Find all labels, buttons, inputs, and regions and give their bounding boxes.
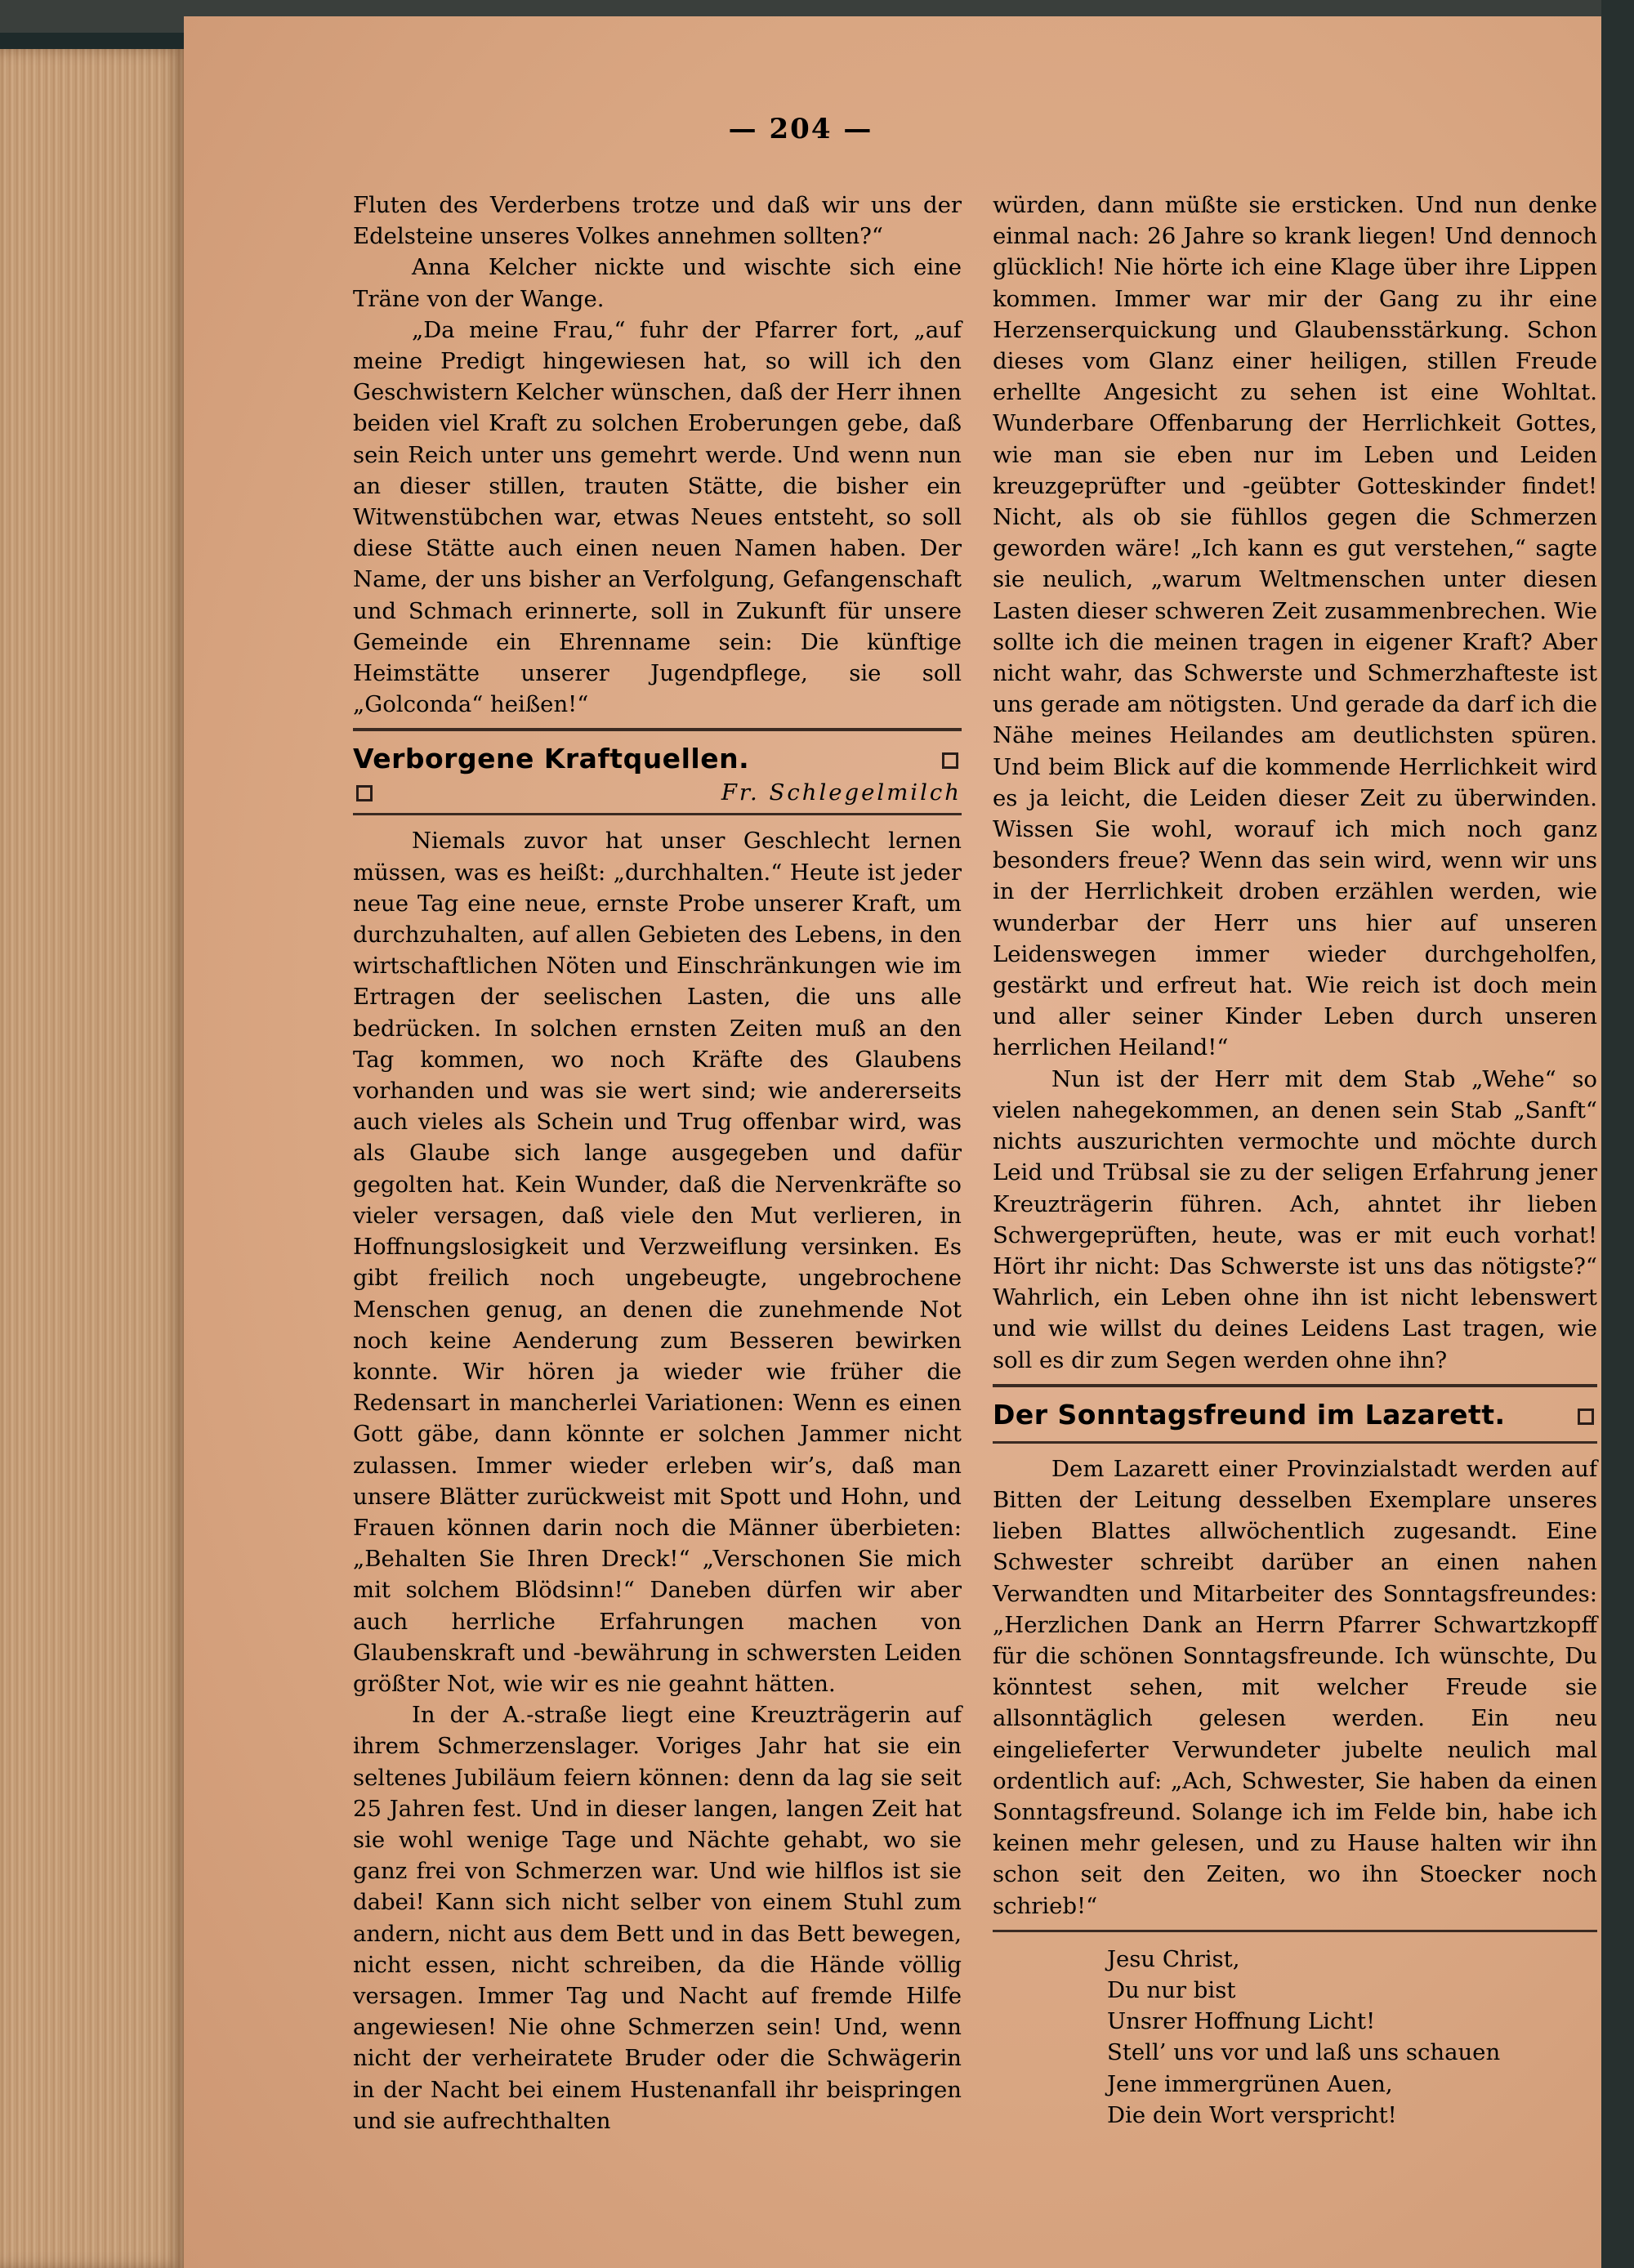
poem-line: Jesu Christ, — [1107, 1945, 1240, 1972]
book-page-edges — [0, 49, 184, 2268]
intro-paragraph: „Da meine Frau,“ fuhr der Pfarrer fort, „auf meine Predigt hingewiesen hat, so will ich den Geschwistern Kelcher wünschen, daß der Herr ihnen beiden viel Kraft zu solchen Eroberungen gebe, daß sein Reich unter uns gemehrt werde. Und wenn nun an dieser stillen, trauten Stätte, die bisher ein Witwenstübchen war, etwas Neues entsteht, so soll diese Stätte auch einen neuen Namen haben. Der Name, der uns bisher an Verfolgung, Gefangenschaft und Schmach erinnerte, soll in Zukunft für unsere Gemeinde ein Ehrenname sein: Die künftige Heimstätte unserer Jugendpflege, sie soll „Golconda“ heißen!“ — [353, 316, 962, 718]
article-paragraph: Niemals zuvor hat unser Geschlecht lernen müssen, was es heißt: „durchhalten.“ Heute ist jeder neue Tag eine neue, ernste Probe unserer Kraft, um durchzuhalten, auf allen Gebieten des Lebens, in den wirtschaftlichen Nöten und Einschränkungen wie im Ertragen der seelischen Lasten, die uns alle bedrücken. In solchen ernsten Zeiten muß an den Tag kommen, wo noch Kräfte des Glaubens vorhanden und was sie wert sind; wie andererseits auch vieles als Schein und Trug offenbar wird, was als Glaube sich lange ausgegeben und dafür gegolten hat. Kein Wunder, daß die Nervenkräfte so vieler versagen, daß viele den Mut verlieren, in Hoffnungslosigkeit und Verzweiflung versinken. Es gibt freilich noch ungebeugte, ungebrochene Menschen genug, an denen die zunehmende Not noch keine Aenderung zum Besseren bewirken konnte. Wir hören ja wieder wie früher die Redensart in mancherlei Variationen: Wenn es einen Gott gäbe, dann könnte er solchen Jammer nicht zulassen. Immer wieder erleben wir’s, daß man unsere Blätter zurückweist mit Spott und Hohn, und Frauen können darin noch die Männer überbieten: „Behalten Sie Ihren Dreck!“ „Verschonen Sie mich mit solchem Blödsinn!“ Daneben dürfen wir aber auch herrliche Erfahrungen machen von Glaubenskraft und -bewährung in schwersten Leiden größter Not, wie wir es nie geahnt hätten. — [353, 828, 962, 1697]
article-title — [993, 1397, 1597, 1433]
section-divider — [993, 1930, 1597, 1932]
article-title-text: Der Sonntagsfreund im Lazarett. — [993, 1398, 1506, 1431]
ornament-square-icon — [1578, 1409, 1594, 1425]
article-title — [353, 741, 962, 777]
ornament-square-icon — [942, 752, 958, 769]
continuation-paragraph: Nun ist der Herr mit dem Stab „Wehe“ so vielen nahegekommen, an denen sein Stab „Sanft“ nichts auszurichten vermochte und möchte durch Leid und Trübsal sie zu der seligen Erfahrung jener Kreuzträgerin führen. Ach, ahntet ihr lieben Schwergeprüften, heute, was er mit euch vorhat! Hört ihr nicht: Das Schwerste ist uns das nötigste?“ Wahrlich, ein Leben ohne ihn ist nicht lebenswert und wie willst du deines Leidens Last tragen, wie soll es dir zum Segen werden ohne ihn? — [993, 1065, 1597, 1373]
continuation-paragraph: würden, dann müßte sie ersticken. Und nun denke einmal nach: 26 Jahre so krank liegen! Und dennoch glücklich! Nie hörte ich eine Klage über ihre Lippen kommen. Immer war mir der Gang zu ihr eine Herzenserquickung und Glaubensstärkung. Schon dieses vom Glanz einer heiligen, stillen Freude erhellte Angesicht zu sehen ist eine Wohltat. Wunderbare Offenbarung der Herrlichkeit Gottes, wie man sie eben nur im Leben und Leiden kreuzgeprüfter und -geübter Gotteskinder findet! Nicht, als ob sie fühllos gegen die Schmerzen geworden wäre! „Ich kann es gut verstehen,“ sagte sie neulich, „warum Weltmenschen unter diesen Lasten dieser schweren Zeit zusammenbrechen. Wie sollte ich die meinen tragen in eigener Kraft? Aber nicht wahr, das Schwerste und Schmerzhafteste ist uns gerade am nötigsten. Und gerade da darf ich die Nähe meines Heilandes am deutlichsten spüren. Und beim Blick auf die kommende Herrlichkeit wird es ja leicht, die Leiden dieser Zeit zu überwinden. Wissen Sie wohl, worauf ich mich noch ganz besonders freue? Wenn das sein wird, wenn wir uns in der Herrlichkeit droben erzählen werden, wie wunderbar der Herr uns hier auf unseren Leidenswegen immer wieder durchgeholfen, gestärkt und erfreut hat. Wie reich ist doch mein und aller seiner Kinder Leben durch unseren herrlichen Heiland!“ — [993, 192, 1597, 1061]
byline-row — [353, 777, 962, 810]
ornament-square-icon — [356, 785, 373, 801]
poem — [993, 1944, 1597, 2131]
right-column — [993, 190, 1597, 2131]
section-divider — [353, 813, 962, 815]
poem-line: Unsrer Hoffnung Licht! — [1107, 2008, 1376, 2035]
intro-paragraph: Fluten des Verderbens trotze und daß wir uns der Edelsteine unseres Volkes annehmen sollten?“ — [353, 192, 962, 250]
article-title-text: Verborgene Kraftquellen. — [353, 743, 750, 775]
poem-line: Die dein Wort verspricht! — [1107, 2101, 1397, 2128]
section-divider — [353, 728, 962, 731]
poem-line: Stell’ uns vor und laß uns schauen — [1107, 2039, 1501, 2066]
poem-line: Jene immergrünen Auen, — [1107, 2070, 1393, 2097]
article-author: Fr. Schlegelmilch — [721, 779, 962, 806]
poem-line: Du nur bist — [1107, 1976, 1236, 2003]
intro-paragraph: Anna Kelcher nickte und wischte sich eine Träne von der Wange. — [353, 254, 962, 312]
section-divider — [993, 1441, 1597, 1444]
left-column — [353, 190, 962, 2136]
section-divider — [993, 1384, 1597, 1387]
article-paragraph: Dem Lazarett einer Provinzialstadt werden auf Bitten der Leitung desselben Exemplare unseres lieben Blattes allwöchentlich zugesandt. Eine Schwester schreibt darüber an einen nahen Verwandten und Mitarbeiter des Sonntagsfreundes: „Herzlichen Dank an Herrn Pfarrer Schwartzkopff für die schönen Sonntagsfreunde. Ich wünschte, Du könntest sehen, mit welcher Freude sie allsonntäglich gelesen werden. Ein neu eingelieferter Verwundeter jubelte neulich mal ordentlich auf: „Ach, Schwester, Sie haben da einen Sonntagsfreund. Solange ich im Felde bin, habe ich keinen mehr gelesen, und zu Hause halten wir ihn schon seit den Zeiten, wo ihn Stoecker noch schrieb!“ — [993, 1455, 1597, 1919]
article-paragraph: In der A.-straße liegt eine Kreuzträgerin auf ihrem Schmerzenslager. Voriges Jahr hat sie ein seltenes Jubiläum feiern können: denn da lag sie seit 25 Jahren fest. Und in dieser langen, langen Zeit hat sie wohl wenige Tage und Nächte gehabt, wo sie ganz frei von Schmerzen war. Und wie hilflos ist sie dabei! Kann sich nicht selber von einem Stuhl zum andern, nicht aus dem Bett und in das Bett bewegen, nicht essen, nicht schreiben, da die Hände völlig versagen. Immer Tag und Nacht auf fremde Hilfe angewiesen! Nie ohne Schmerzen sein! Und, wenn nicht der verheiratete Bruder oder die Schwägerin in der Nacht bei einem Hustenanfall ihr beispringen und sie aufrechthalten — [353, 1702, 962, 2134]
page-number: — 204 — — [728, 113, 873, 145]
scan-background-right — [1601, 0, 1634, 2268]
